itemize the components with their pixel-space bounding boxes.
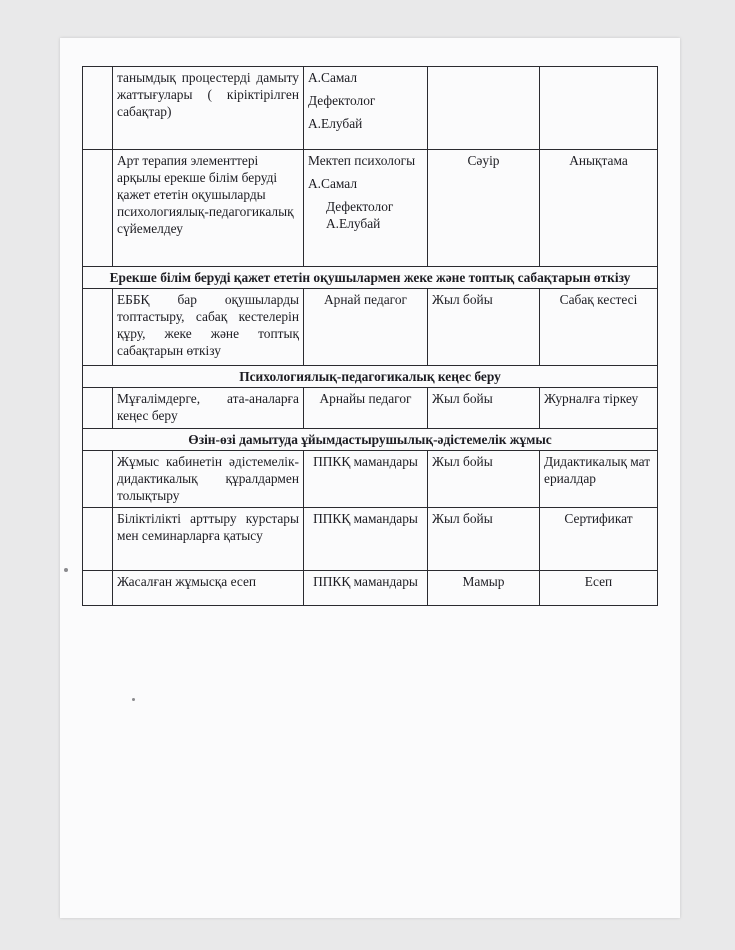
section-header-row	[83, 429, 658, 451]
task-cell: ЕББҚ бар оқушыларды топтастыру, сабақ кестелерін құру, жеке және топтық сабақтарын өткізу	[113, 289, 304, 366]
task-cell: Арт терапия элементтері арқылы ерекше білім беруді қажет ететін оқушыларды психологиялық-педагогикалық сүйемелдеу	[113, 150, 304, 267]
scan-speck	[132, 698, 135, 701]
work-plan-table	[82, 66, 658, 606]
result-cell: Сертификат	[540, 508, 658, 571]
task-cell: Мұғалімдерге, ата-аналарға кеңес беру	[113, 388, 304, 429]
number-cell	[83, 508, 113, 571]
executor-cell: Арнайы педагог	[304, 388, 428, 429]
number-cell	[83, 150, 113, 267]
result-cell: Журналға тіркеу	[540, 388, 658, 429]
result-cell: Сабақ кестесі	[540, 289, 658, 366]
deadline-cell: Жыл бойы	[428, 508, 540, 571]
task-cell: танымдық процестерді дамыту жаттығулары ( кіріктірілген сабақтар)	[113, 67, 304, 150]
executor-cell: ППКҚ мамандары	[304, 571, 428, 606]
executor-cell: Арнай педагог	[304, 289, 428, 366]
deadline-cell: Жыл бойы	[428, 289, 540, 366]
section-title: Өзін-өзі дамытуда ұйымдастырушылық-әдістемелік жұмыс	[83, 429, 658, 451]
table-row	[83, 571, 658, 606]
scan-speck	[64, 568, 68, 572]
table-row	[83, 289, 658, 366]
table-row	[83, 451, 658, 508]
table-row	[83, 150, 658, 267]
executor-cell: ППКҚ мамандары	[304, 508, 428, 571]
section-header-row	[83, 267, 658, 289]
task-cell: Біліктілікті арттыру курстары мен семинарларға қатысу	[113, 508, 304, 571]
result-cell: Есеп	[540, 571, 658, 606]
section-title: Ерекше білім беруді қажет ететін оқушылармен жеке және топтық сабақтарын өткізу	[83, 267, 658, 289]
task-cell: Жасалған жұмысқа есеп	[113, 571, 304, 606]
section-title: Психологиялық-педагогикалық кеңес беру	[83, 366, 658, 388]
table-row	[83, 508, 658, 571]
number-cell	[83, 388, 113, 429]
number-cell	[83, 451, 113, 508]
table-row	[83, 388, 658, 429]
result-cell: Дидактикалық материалдар	[540, 451, 658, 508]
deadline-cell	[428, 67, 540, 150]
deadline-cell: Сәуір	[428, 150, 540, 267]
number-cell	[83, 67, 113, 150]
deadline-cell: Мамыр	[428, 571, 540, 606]
deadline-cell: Жыл бойы	[428, 388, 540, 429]
executor-cell: А.Самал Дефектолог А.Елубай	[304, 67, 428, 150]
section-header-row	[83, 366, 658, 388]
result-cell: Анықтама	[540, 150, 658, 267]
task-cell: Жұмыс кабинетін әдістемелік-дидактикалық құралдармен толықтыру	[113, 451, 304, 508]
executor-cell: ППКҚ мамандары	[304, 451, 428, 508]
number-cell	[83, 571, 113, 606]
result-cell	[540, 67, 658, 150]
number-cell	[83, 289, 113, 366]
table-row	[83, 67, 658, 150]
executor-cell: Мектеп психологы А.Самал Дефектолог А.Елубай	[304, 150, 428, 267]
deadline-cell: Жыл бойы	[428, 451, 540, 508]
